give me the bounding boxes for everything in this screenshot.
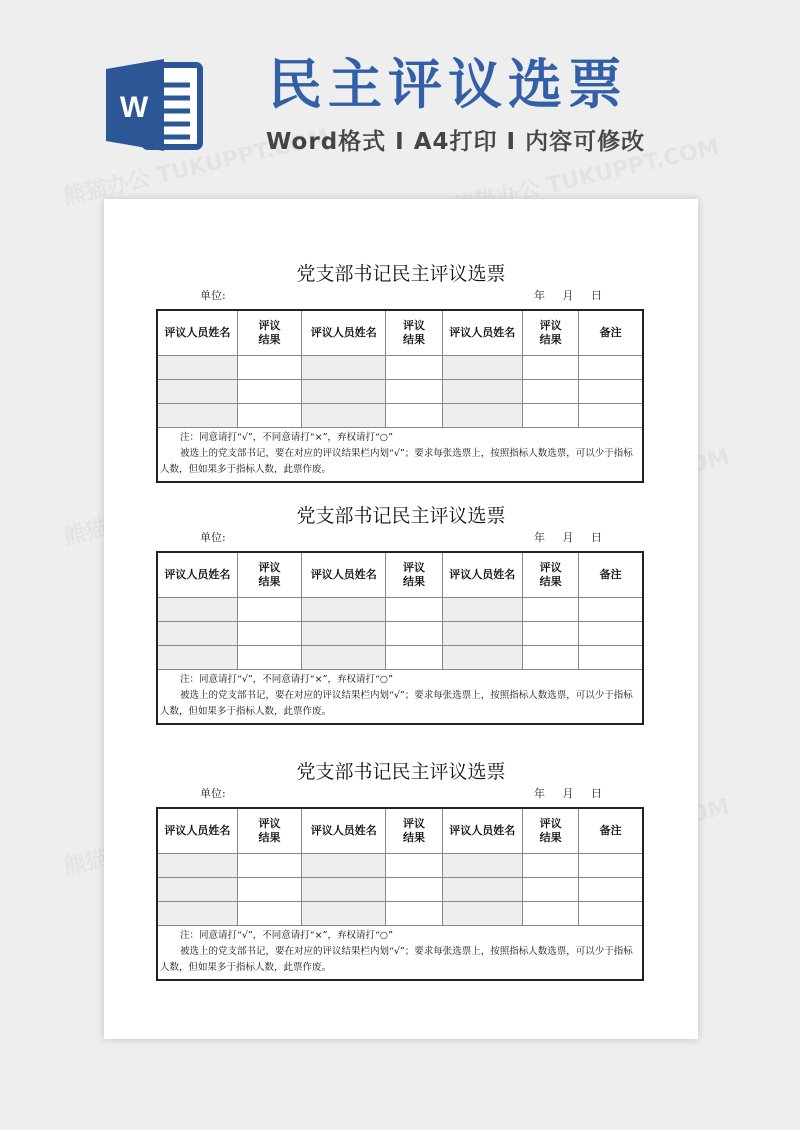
column-header: 评议人员姓名: [302, 310, 386, 356]
table-cell[interactable]: [157, 356, 237, 380]
ballot-title: 党支部书记民主评议选票: [296, 505, 506, 527]
column-header: 评议 结果: [237, 310, 301, 356]
table-cell[interactable]: [237, 878, 301, 902]
note-rule: 被选上的党支部书记，要在对应的评议结果栏内划“√”；要求每张选票上，按照指标人数选票，可以少于指标人数，但如果多于指标人数，此票作废。: [160, 946, 633, 973]
ballot-table: [156, 807, 644, 981]
table-cell[interactable]: [302, 622, 386, 646]
table-cell[interactable]: [386, 380, 442, 404]
table-cell[interactable]: [579, 902, 643, 926]
table-cell[interactable]: [237, 356, 301, 380]
table-cell[interactable]: [386, 646, 442, 670]
note-instruction: 注：同意请打“√”，不同意请打“×”，弃权请打“○”: [180, 432, 393, 443]
table-cell[interactable]: [579, 622, 643, 646]
column-header: 评议 结果: [522, 552, 578, 598]
note-cell: [157, 670, 643, 725]
table-row: [157, 380, 643, 404]
page-title: 民主评议选票: [268, 53, 628, 116]
column-header: 评议人员姓名: [442, 310, 522, 356]
ballot-form: [104, 503, 698, 735]
ballot-table: [156, 309, 644, 483]
table-cell[interactable]: [386, 404, 442, 428]
unit-label: 单位:: [200, 531, 226, 544]
date-label: 年 月 日: [534, 531, 602, 544]
table-cell[interactable]: [302, 646, 386, 670]
table-cell[interactable]: [302, 356, 386, 380]
table-cell[interactable]: [302, 380, 386, 404]
table-cell[interactable]: [522, 622, 578, 646]
table-cell[interactable]: [579, 356, 643, 380]
column-header: 评议人员姓名: [157, 808, 237, 854]
table-cell[interactable]: [302, 854, 386, 878]
column-header: 备注: [579, 808, 643, 854]
unit-label: 单位:: [200, 289, 226, 302]
table-cell[interactable]: [302, 598, 386, 622]
table-cell[interactable]: [302, 404, 386, 428]
table-header-row: [157, 808, 643, 854]
note-row: [157, 926, 643, 981]
table-cell[interactable]: [237, 854, 301, 878]
table-cell[interactable]: [302, 902, 386, 926]
word-icon: [104, 55, 204, 155]
ballot-title: 党支部书记民主评议选票: [296, 761, 506, 783]
table-cell[interactable]: [157, 404, 237, 428]
table-row: [157, 622, 643, 646]
table-cell[interactable]: [157, 598, 237, 622]
table-cell[interactable]: [579, 878, 643, 902]
column-header: 备注: [579, 310, 643, 356]
note-cell: [157, 428, 643, 483]
table-row: [157, 404, 643, 428]
date-label: 年 月 日: [534, 289, 602, 302]
ballot-title: 党支部书记民主评议选票: [296, 263, 506, 285]
table-cell[interactable]: [386, 878, 442, 902]
table-cell[interactable]: [237, 598, 301, 622]
table-cell[interactable]: [522, 854, 578, 878]
column-header: 评议人员姓名: [302, 552, 386, 598]
column-header: 评议人员姓名: [442, 552, 522, 598]
column-header: 评议 结果: [386, 310, 442, 356]
date-label: 年 月 日: [534, 787, 602, 800]
table-cell[interactable]: [386, 598, 442, 622]
table-cell[interactable]: [522, 878, 578, 902]
table-cell[interactable]: [386, 356, 442, 380]
word-icon-letter: W: [119, 91, 149, 124]
note-rule: 被选上的党支部书记，要在对应的评议结果栏内划“√”；要求每张选票上，按照指标人数选票，可以少于指标人数，但如果多于指标人数，此票作废。: [160, 448, 633, 475]
table-cell[interactable]: [386, 902, 442, 926]
table-cell[interactable]: [157, 380, 237, 404]
table-cell[interactable]: [237, 380, 301, 404]
table-cell[interactable]: [522, 598, 578, 622]
table-cell[interactable]: [442, 380, 522, 404]
column-header: 评议人员姓名: [157, 310, 237, 356]
table-cell[interactable]: [157, 902, 237, 926]
column-header: 评议 结果: [522, 808, 578, 854]
note-row: [157, 428, 643, 483]
document-page: [104, 199, 698, 1039]
table-cell[interactable]: [237, 622, 301, 646]
table-row: [157, 854, 643, 878]
note-row: [157, 670, 643, 725]
table-cell[interactable]: [442, 646, 522, 670]
table-row: [157, 878, 643, 902]
table-cell[interactable]: [522, 356, 578, 380]
table-cell[interactable]: [386, 622, 442, 646]
column-header: 备注: [579, 552, 643, 598]
table-cell[interactable]: [237, 902, 301, 926]
table-cell[interactable]: [442, 878, 522, 902]
column-header: 评议人员姓名: [302, 808, 386, 854]
table-cell[interactable]: [579, 380, 643, 404]
column-header: 评议 结果: [522, 310, 578, 356]
table-cell[interactable]: [157, 878, 237, 902]
table-cell[interactable]: [442, 854, 522, 878]
ballot-form: [104, 759, 698, 991]
table-cell[interactable]: [237, 404, 301, 428]
table-cell[interactable]: [157, 622, 237, 646]
column-header: 评议 结果: [386, 552, 442, 598]
column-header: 评议人员姓名: [157, 552, 237, 598]
table-row: [157, 902, 643, 926]
column-header: 评议 结果: [237, 552, 301, 598]
column-header: 评议 结果: [237, 808, 301, 854]
page-subtitle: Word格式 I A4打印 I 内容可修改: [266, 129, 646, 155]
table-cell[interactable]: [522, 380, 578, 404]
table-header-row: [157, 552, 643, 598]
table-header-row: [157, 310, 643, 356]
table-cell[interactable]: [442, 356, 522, 380]
table-row: [157, 356, 643, 380]
table-cell[interactable]: [522, 646, 578, 670]
table-cell[interactable]: [579, 598, 643, 622]
ballot-form: [104, 261, 698, 493]
ballot-table: [156, 551, 644, 725]
column-header: 评议 结果: [386, 808, 442, 854]
table-cell[interactable]: [442, 622, 522, 646]
table-row: [157, 598, 643, 622]
note-instruction: 注：同意请打“√”，不同意请打“×”，弃权请打“○”: [180, 674, 393, 685]
note-instruction: 注：同意请打“√”，不同意请打“×”，弃权请打“○”: [180, 930, 393, 941]
note-rule: 被选上的党支部书记，要在对应的评议结果栏内划“√”；要求每张选票上，按照指标人数选票，可以少于指标人数，但如果多于指标人数，此票作废。: [160, 690, 633, 717]
table-cell[interactable]: [579, 854, 643, 878]
table-cell[interactable]: [579, 404, 643, 428]
table-cell[interactable]: [442, 598, 522, 622]
table-cell[interactable]: [522, 902, 578, 926]
note-cell: [157, 926, 643, 981]
table-cell[interactable]: [237, 646, 301, 670]
table-cell[interactable]: [442, 902, 522, 926]
table-row: [157, 646, 643, 670]
table-cell[interactable]: [522, 404, 578, 428]
column-header: 评议人员姓名: [442, 808, 522, 854]
table-cell[interactable]: [386, 854, 442, 878]
table-cell[interactable]: [579, 646, 643, 670]
table-cell[interactable]: [302, 878, 386, 902]
table-cell[interactable]: [442, 404, 522, 428]
table-cell[interactable]: [157, 646, 237, 670]
unit-label: 单位:: [200, 787, 226, 800]
table-cell[interactable]: [157, 854, 237, 878]
